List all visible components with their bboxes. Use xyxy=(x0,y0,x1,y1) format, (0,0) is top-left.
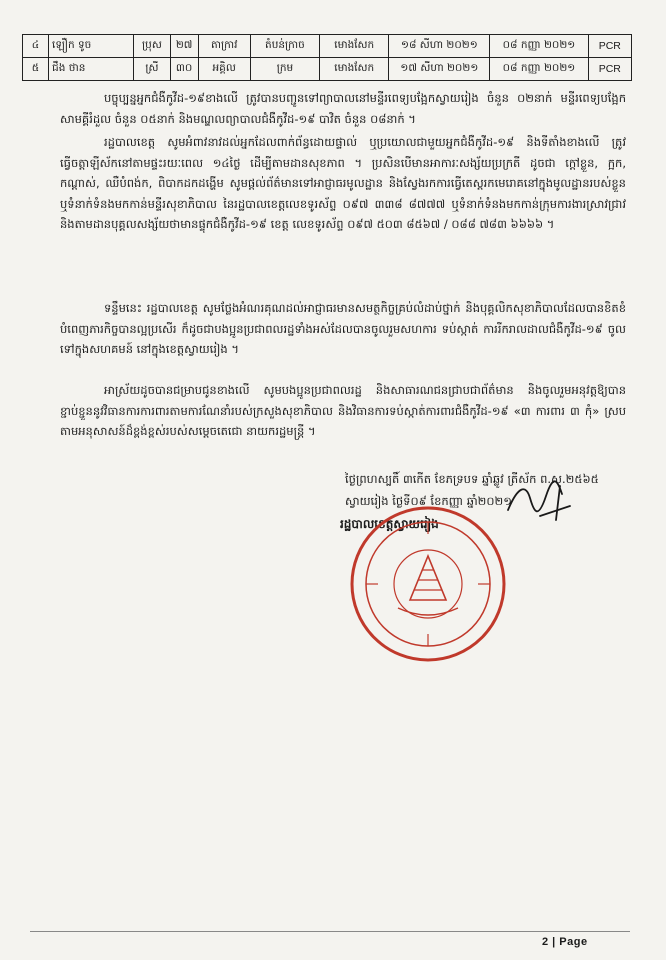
cell-test-type: PCR xyxy=(588,58,631,81)
cell-name: ជឹង ថាន xyxy=(49,58,134,81)
cell-place: តំបន់ក្រាច xyxy=(250,35,319,58)
issuing-office: រដ្ឋបាលខេត្តស្វាយរៀង xyxy=(340,517,439,531)
cell-no: ៥ xyxy=(23,58,49,81)
cases-table xyxy=(22,34,632,81)
cell-sex: ប្រុស xyxy=(134,35,171,58)
paragraph-text: បច្ចុប្បន្នអ្នកជំងឺកូវីដ-១៩ខាងលើ ត្រូវបានបញ្ជូនទៅព្យាបាលនៅមន្ទីរពេទ្យបង្អែកស្វាយរៀង ចំនួន ០២នាក់ មន្ទីរពេទ្យបង្អែកសាមគ្គីរំដួល ចំនួន ០៥នាក់ និងមណ្ឌលព្យាបាលជំងឺកូវីដ-១៩ បាវិត ចំនួន ០៨នាក់ ។ xyxy=(60,91,626,126)
paragraph-treatment xyxy=(60,88,626,129)
cell-date-result: ០៨ កញ្ញា ២០២១ xyxy=(490,35,588,58)
cell-date-test: ១៧ សីហា ២០២១ xyxy=(389,58,490,81)
cell-no: ៤ xyxy=(23,35,49,58)
cases-table-body xyxy=(23,35,632,81)
cell-date-result: ០៨ កញ្ញា ២០២១ xyxy=(490,58,588,81)
cell-occupation: អគ្គិល xyxy=(198,58,250,81)
page-number: 2 | Page xyxy=(542,936,588,948)
cell-date-test: ១៨ សីហា ២០២១ xyxy=(389,35,490,58)
footer-rule xyxy=(30,931,630,932)
cell-sex: ស្រី xyxy=(134,58,171,81)
table-row xyxy=(23,58,632,81)
paragraph-text: ទន្ទឹមនេះ រដ្ឋបាលខេត្ត សូមថ្លែងអំណរគុណដល់អាជ្ញាធរមានសមត្ថកិច្ចគ្រប់លំដាប់ថ្នាក់ និងបុគ្គលិកសុខាភិបាលដែលបានខិតខំបំពេញភារកិច្ចបានល្អប្រសើរ ក៏ដូចជាបងប្អូនប្រជាពលរដ្ឋទាំងអស់ដែលបានចូលរួមសហការ ទប់ស្កាត់ ការរីករាលដាលជំងឺកូវីដ-១៩ ចូលទៅក្នុងសហគមន៍ នៅក្នុងខេត្តស្វាយរៀង ។ xyxy=(60,301,626,356)
paragraph-conclusion xyxy=(60,380,626,442)
cell-district: មោងសែក xyxy=(320,58,389,81)
paragraph-appeal xyxy=(60,132,626,235)
signature xyxy=(500,476,580,526)
table-row xyxy=(23,35,632,58)
place-and-date: ស្វាយរៀង ថ្ងៃទី០៩ ខែកញ្ញា ឆ្នាំ២០២១ xyxy=(345,494,512,508)
lunar-date: ថ្ងៃព្រហស្បតិ៍ ៣កើត ខែភទ្របទ ឆ្នាំឆ្លូវ ត្រីស័ក ព.ស.២៥៦៥ xyxy=(345,472,599,486)
cell-age: ៣០ xyxy=(170,58,198,81)
cell-district: មោងសែក xyxy=(320,35,389,58)
paragraph-text: រដ្ឋបាលខេត្ត សូមអំពាវនាវដល់អ្នកដែលពាក់ព័ន្ធដោយផ្ទាល់ ឬប្រយោលជាមួយអ្នកជំងឺកូវីដ-១៩ និងទីតាំងខាងលើ ត្រូវធ្វើចត្តាឡីស័កនៅតាមផ្ទះរយៈពេល ១៤ថ្ងៃ ដើម្បីតាមដានសុខភាព ។ ប្រសិនបើមានអាការៈសង្ស័យប្រក្រតី ដូចជា ក្តៅខ្លួន, ក្អក, កណ្តាស់, ឈឺបំពង់ក, ពិបាកដកដង្ហើម សូមផ្តល់ព័ត៌មានទៅអាជ្ញាធរមូលដ្ឋាន និងស្វែងរកការធ្វើតេស្តរកមេរោគនៅក្នុងមូលដ្ឋានរបស់ខ្លួន ឬទំនាក់ទំនងមកកាន់មន្ទីរសុខាភិបាល នៃរដ្ឋបាលខេត្តលេខទូរស័ព្ទ ០៩៧ ៣៣៨ ៨៧៧៧ ឬទំនាក់ទំនងមកកាន់ក្រុមការងារស្រាវជ្រាវ និងតាមដានបុគ្គលសង្ស័យថាមានផ្ទុកជំងឺកូវីដ-១៩ ខេត្ត លេខទូរស័ព្ទ ០៩៧ ៥០៣ ៨៥៦៧ / ០៨៨ ៧៨៣ ៦៦៦៦ ។ xyxy=(60,135,626,231)
paragraph-text: អាស្រ័យដូចបានជម្រាបជូនខាងលើ សូមបងប្អូនប្រជាពលរដ្ឋ និងសាធារណជនជ្រាបជាព័ត៌មាន និងចូលរួមអនុវត្តឱ្យបានខ្ជាប់ខ្ជួននូវវិធានការការពារតាមការណែនាំរបស់ក្រសួងសុខាភិបាល និងវិធានការទប់ស្កាត់ការពារជំងឺកូវីដ-១៩ «៣ ការពារ ៣ កុំ» ស្របតាមអនុសាសន៍ដ៏ខ្ពង់ខ្ពស់របស់សម្តេចតេជោ នាយករដ្ឋមន្ត្រី ។ xyxy=(60,383,626,438)
cell-occupation: តាក្រាវ xyxy=(198,35,250,58)
cell-test-type: PCR xyxy=(588,35,631,58)
cell-age: ២៧ xyxy=(170,35,198,58)
paragraph-thanks xyxy=(60,298,626,360)
official-seal xyxy=(348,504,508,664)
cell-name: ឡឿក ទូច xyxy=(49,35,134,58)
cell-place: ក្រម xyxy=(250,58,319,81)
